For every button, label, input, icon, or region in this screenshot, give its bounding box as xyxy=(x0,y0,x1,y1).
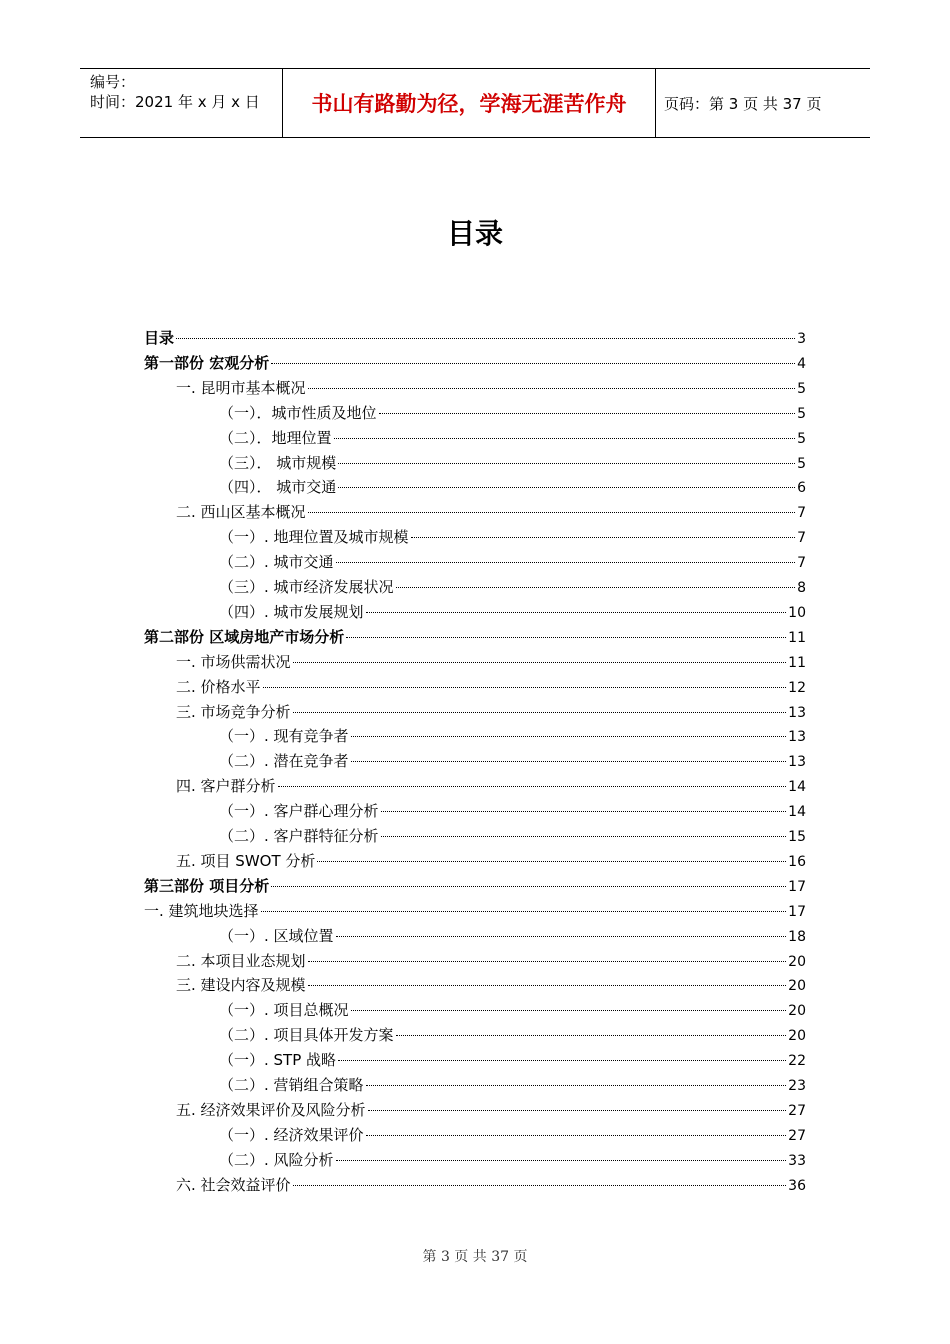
toc-leader-dots xyxy=(271,362,795,364)
toc-leader-dots xyxy=(261,910,787,912)
toc-leader-dots xyxy=(278,785,787,787)
toc-entry[interactable] xyxy=(219,525,806,549)
toc-entry-page-number: 6 xyxy=(797,480,806,496)
toc-entry[interactable] xyxy=(219,924,806,948)
toc-entry[interactable] xyxy=(176,650,806,674)
toc-entry-title: 一. 昆明市基本概况 xyxy=(176,379,306,397)
toc-entry-title: （二）. 客户群特征分析 xyxy=(219,827,379,845)
toc-entry[interactable] xyxy=(219,824,806,848)
toc-entry-title: （二）. 项目具体开发方案 xyxy=(219,1026,394,1044)
toc-leader-dots xyxy=(293,661,787,663)
toc-entry-title: （一）. STP 战略 xyxy=(219,1051,337,1069)
toc-entry-title: （一）. 地理位置及城市规模 xyxy=(219,528,409,546)
toc-entry[interactable] xyxy=(144,874,806,898)
toc-entry-page-number: 10 xyxy=(788,605,806,621)
toc-entry-title: （二）. 风险分析 xyxy=(219,1151,334,1169)
document-number-label: 编号： xyxy=(90,73,136,91)
toc-leader-dots xyxy=(308,960,787,962)
toc-leader-dots xyxy=(366,611,787,613)
toc-entry-title: （四）. 城市发展规划 xyxy=(219,603,364,621)
toc-entry-title: （四）． 城市交通 xyxy=(219,478,337,496)
toc-leader-dots xyxy=(351,735,787,737)
toc-entry-page-number: 18 xyxy=(788,929,806,945)
toc-entry-title: 二. 西山区基本概况 xyxy=(176,503,306,521)
toc-entry-title: 第三部份 项目分析 xyxy=(144,877,270,895)
page-footer: 第 3 页 共 37 页 xyxy=(422,1249,528,1265)
toc-entry-title: （二）. 城市交通 xyxy=(219,553,334,571)
toc-entry[interactable] xyxy=(219,600,806,624)
toc-entry[interactable] xyxy=(176,700,806,724)
toc-entry-title: （二）. 潜在竞争者 xyxy=(219,752,349,770)
toc-leader-dots xyxy=(308,387,796,389)
toc-entry-title: （一）. 区域位置 xyxy=(219,927,334,945)
toc-entry-page-number: 5 xyxy=(797,406,806,422)
header-page-number: 页码：第 3 页 共 37 页 xyxy=(664,94,822,113)
toc-entry-title: （二）. 营销组合策略 xyxy=(219,1076,364,1094)
toc-entry-title: 五. 项目 SWOT 分析 xyxy=(176,852,316,870)
toc-entry[interactable] xyxy=(144,899,806,923)
toc-entry-title: 一. 建筑地块选择 xyxy=(144,902,259,920)
toc-entry-page-number: 12 xyxy=(788,680,806,696)
toc-entry-page-number: 16 xyxy=(788,854,806,870)
toc-entry-page-number: 4 xyxy=(797,356,806,372)
toc-entry-title: 六. 社会效益评价 xyxy=(176,1176,291,1194)
toc-entry-title: （三）. 城市经济发展状况 xyxy=(219,578,394,596)
toc-entry-title: （一）. 项目总概况 xyxy=(219,1001,349,1019)
toc-entry-page-number: 13 xyxy=(788,729,806,745)
toc-entry-title: 三. 市场竞争分析 xyxy=(176,703,291,721)
toc-entry-page-number: 7 xyxy=(797,555,806,571)
toc-entry-page-number: 20 xyxy=(788,1028,806,1044)
toc-entry[interactable] xyxy=(219,575,806,599)
toc-entry[interactable] xyxy=(219,998,806,1022)
toc-entry-page-number: 13 xyxy=(788,705,806,721)
toc-leader-dots xyxy=(308,511,796,513)
toc-leader-dots xyxy=(263,686,787,688)
toc-leader-dots xyxy=(338,1059,786,1061)
toc-leader-dots xyxy=(308,984,787,986)
toc-entry[interactable] xyxy=(219,475,806,499)
toc-entry[interactable] xyxy=(176,500,806,524)
toc-entry[interactable] xyxy=(219,1148,806,1172)
header-motto: 书山有路勤为径，学海无涯苦作舟 xyxy=(282,69,656,137)
toc-entry-title: 四. 客户群分析 xyxy=(176,777,276,795)
toc-entry[interactable] xyxy=(176,675,806,699)
toc-entry-title: （一）. 客户群心理分析 xyxy=(219,802,379,820)
header-info xyxy=(80,69,282,137)
toc-entry[interactable] xyxy=(176,1098,806,1122)
toc-entry[interactable] xyxy=(219,426,806,450)
toc-entry[interactable] xyxy=(176,376,806,400)
toc-entry[interactable] xyxy=(176,1173,806,1197)
toc-entry-title: 第二部份 区域房地产市场分析 xyxy=(144,628,345,646)
toc-leader-dots xyxy=(379,412,796,414)
toc-entry[interactable] xyxy=(219,1023,806,1047)
toc-entry[interactable] xyxy=(144,351,806,375)
toc-entry-page-number: 13 xyxy=(788,754,806,770)
toc-leader-dots xyxy=(366,1134,787,1136)
toc-entry-page-number: 11 xyxy=(788,655,806,671)
toc-leader-dots xyxy=(396,586,796,588)
toc-entry-title: 五. 经济效果评价及风险分析 xyxy=(176,1101,366,1119)
toc-entry-page-number: 14 xyxy=(788,779,806,795)
toc-entry-page-number: 15 xyxy=(788,829,806,845)
toc-leader-dots xyxy=(334,437,796,439)
toc-leader-dots xyxy=(271,885,786,887)
toc-entry[interactable] xyxy=(176,774,806,798)
page-header xyxy=(80,68,870,138)
toc-entry[interactable] xyxy=(219,1123,806,1147)
toc-leader-dots xyxy=(351,1009,787,1011)
toc-entry[interactable] xyxy=(219,1048,806,1072)
toc-leader-dots xyxy=(293,1184,787,1186)
toc-entry-page-number: 27 xyxy=(788,1128,806,1144)
toc-entry[interactable] xyxy=(219,451,806,475)
toc-entry-page-number: 23 xyxy=(788,1078,806,1094)
toc-entry-title: （一）. 现有竞争者 xyxy=(219,727,349,745)
toc-entry-page-number: 17 xyxy=(788,879,806,895)
toc-leader-dots xyxy=(346,636,786,638)
toc-entry-page-number: 7 xyxy=(797,530,806,546)
toc-entry-page-number: 36 xyxy=(788,1178,806,1194)
toc-entry-title: 第一部份 宏观分析 xyxy=(144,354,270,372)
page-title: 目录 xyxy=(446,217,503,250)
toc-entry-page-number: 5 xyxy=(797,381,806,397)
toc-leader-dots xyxy=(293,711,787,713)
toc-entry[interactable] xyxy=(144,326,806,350)
toc-leader-dots xyxy=(366,1084,787,1086)
toc-entry-page-number: 20 xyxy=(788,1003,806,1019)
toc-entry-page-number: 17 xyxy=(788,904,806,920)
toc-leader-dots xyxy=(176,337,795,339)
toc-entry-page-number: 8 xyxy=(797,580,806,596)
toc-leader-dots xyxy=(336,1159,787,1161)
toc-entry-title: 一. 市场供需状况 xyxy=(176,653,291,671)
toc-entry[interactable] xyxy=(219,799,806,823)
toc-entry[interactable] xyxy=(176,949,806,973)
toc-entry-page-number: 33 xyxy=(788,1153,806,1169)
toc-leader-dots xyxy=(351,760,787,762)
document-time-label: 时间：2021 年 x 月 x 日 xyxy=(90,93,260,111)
toc-leader-dots xyxy=(368,1109,787,1111)
toc-leader-dots xyxy=(336,561,796,563)
toc-entry-page-number: 27 xyxy=(788,1103,806,1119)
toc-entry-page-number: 5 xyxy=(797,431,806,447)
toc-entry-page-number: 20 xyxy=(788,978,806,994)
toc-entry-title: （三）． 城市规模 xyxy=(219,454,337,472)
toc-leader-dots xyxy=(411,536,796,538)
toc-entry[interactable] xyxy=(144,625,806,649)
toc-entry-title: （一）. 经济效果评价 xyxy=(219,1126,364,1144)
toc-leader-dots xyxy=(336,935,787,937)
toc-entry-page-number: 14 xyxy=(788,804,806,820)
toc-leader-dots xyxy=(381,835,787,837)
toc-leader-dots xyxy=(338,462,795,464)
toc-entry-page-number: 20 xyxy=(788,954,806,970)
toc-leader-dots xyxy=(396,1034,787,1036)
toc-entry[interactable] xyxy=(176,849,806,873)
toc-entry-page-number: 3 xyxy=(797,331,806,347)
toc-entry[interactable] xyxy=(219,749,806,773)
toc-leader-dots xyxy=(381,810,787,812)
toc-entry-title: （一）．城市性质及地位 xyxy=(219,404,377,422)
toc-entry[interactable] xyxy=(219,724,806,748)
toc-entry[interactable] xyxy=(219,401,806,425)
toc-entry-title: 三. 建设内容及规模 xyxy=(176,976,306,994)
toc-leader-dots xyxy=(338,486,795,488)
toc-entry[interactable] xyxy=(176,973,806,997)
toc-entry-page-number: 22 xyxy=(788,1053,806,1069)
toc-entry[interactable] xyxy=(219,550,806,574)
toc-entry[interactable] xyxy=(219,1073,806,1097)
toc-leader-dots xyxy=(317,860,786,862)
toc-entry-page-number: 5 xyxy=(797,456,806,472)
toc-entry-title: 二. 价格水平 xyxy=(176,678,261,696)
toc-entry-title: 目录 xyxy=(144,329,175,347)
toc-entry-title: （二）．地理位置 xyxy=(219,429,332,447)
toc-entry-page-number: 7 xyxy=(797,505,806,521)
toc-entry-page-number: 11 xyxy=(788,630,806,646)
toc-entry-title: 二. 本项目业态规划 xyxy=(176,952,306,970)
